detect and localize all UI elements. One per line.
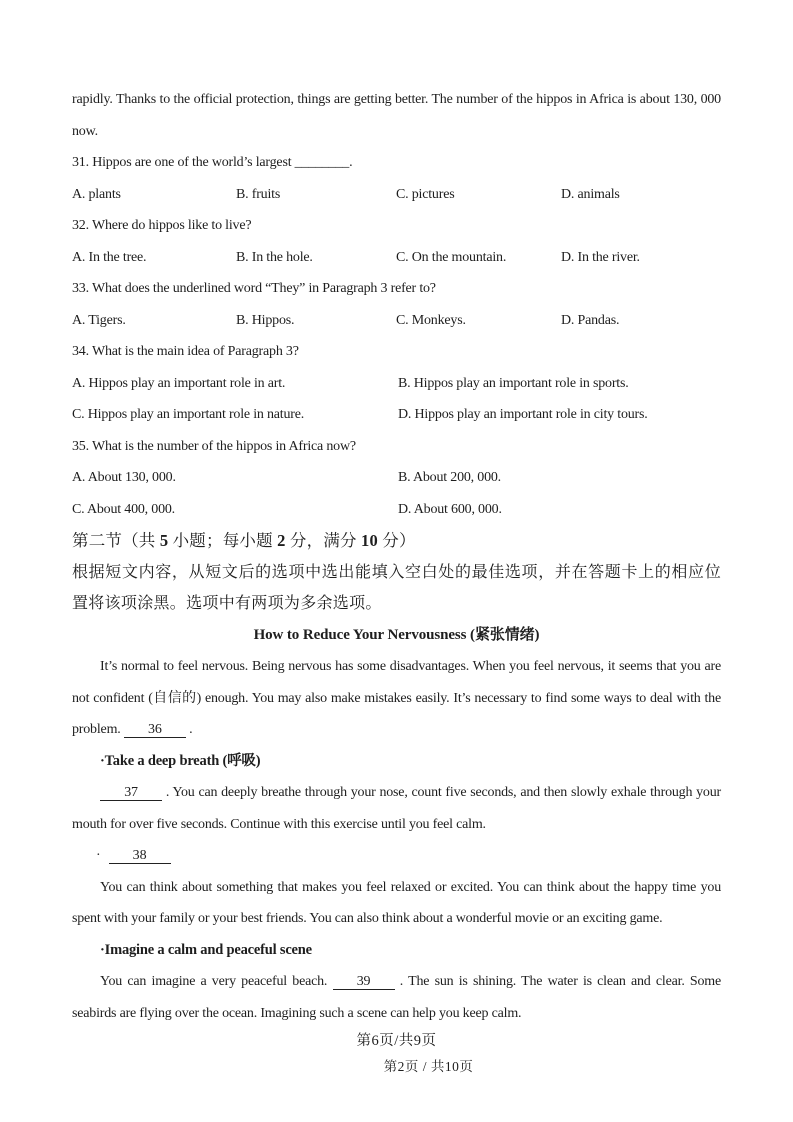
section-2-points-each: 2 [277, 531, 286, 550]
option-31-a: A. plants [72, 186, 121, 202]
question-35-options-row-1 [72, 462, 721, 494]
option-35-b: B. About 200, 000. [398, 470, 501, 485]
option-35-a: A. About 130, 000. [72, 470, 176, 485]
blank-39: 39 [333, 974, 395, 990]
question-31-stem: 31. Hippos are one of the world’s largest ________. [72, 155, 353, 170]
section-2-question-count: 5 [159, 531, 169, 550]
passage-tail-paragraph: rapidly. Thanks to the official protection, things are getting better. The number of the hippos in Africa is about 130, 000 now. [72, 92, 721, 139]
question-34-options-row-1 [72, 368, 721, 400]
option-33-d: D. Pandas. [561, 312, 620, 328]
option-33-c: C. Monkeys. [396, 312, 466, 328]
question-31-options [72, 179, 721, 211]
bullet-dot: · [96, 848, 101, 863]
cloze-paragraph-1 [72, 651, 721, 746]
section-2-header-text: 小题；每小题 [168, 531, 278, 550]
option-32-d: D. In the river. [561, 249, 640, 265]
question-35-stem: 35. What is the number of the hippos in Africa now? [72, 438, 356, 454]
question-34-stem: 34. What is the main idea of Paragraph 3? [72, 344, 299, 359]
cloze-paragraph-2 [72, 777, 721, 840]
option-32-b: B. In the hole. [236, 249, 313, 265]
option-34-d: D. Hippos play an important role in city tours. [398, 407, 648, 422]
option-34-b: B. Hippos play an important role in sports. [398, 375, 629, 391]
option-31-b: B. fruits [236, 186, 281, 202]
option-35-d: D. About 600, 000. [398, 501, 502, 517]
cloze-bullet-blank-38-line [72, 840, 721, 872]
page-footer-primary: 第6页/共9页 [356, 1033, 437, 1049]
option-32-c: C. On the mountain. [396, 249, 507, 265]
page-footer-secondary: 第2页 / 共10页 [383, 1059, 474, 1074]
question-35-options-row-2 [72, 494, 721, 526]
option-32-a: A. In the tree. [72, 249, 147, 265]
question-32-stem: 32. Where do hippos like to live? [72, 218, 252, 233]
section-2-header-text: 第二节（共 [72, 531, 160, 550]
option-31-c: C. pictures [396, 186, 455, 202]
option-33-a: A. Tigers. [72, 312, 126, 328]
option-34-c: C. Hippos play an important role in nature. [72, 407, 305, 422]
section-2-total-points: 10 [361, 531, 378, 550]
cloze-passage-title: How to Reduce Your Nervousness (紧张情绪) [253, 626, 540, 643]
paragraph-text: . [185, 722, 193, 737]
paragraph-text: . You can deeply breathe through your nose, count five seconds, and then slowly exhale through your mouth for over five seconds. Continue with this exercise until you feel calm. [72, 785, 721, 832]
paragraph-text: It’s normal to feel nervous. Being nervous has some disadvantages. When you feel nervous, it seems that you are not confident (自信的) enough. You may also make mistakes easily. It’s necessary to find some ways to deal with the problem. [72, 659, 721, 737]
cloze-paragraph-4 [72, 966, 721, 1029]
option-34-a: A. Hippos play an important role in art. [72, 375, 286, 391]
question-33-options [72, 305, 721, 337]
subheading-take-a-deep-breath: ·Take a deep breath (呼吸) [100, 752, 261, 769]
section-2-instructions: 根据短文内容，从短文后的选项中选出能填入空白处的最佳选项，并在答题卡上的相应位置将该项涂黑。选项中有两项为多余选项。 [72, 563, 721, 612]
section-2-header-text: 分，满分 [285, 531, 362, 550]
blank-38: 38 [109, 848, 171, 864]
section-2-header [72, 525, 721, 557]
subheading-imagine-a-calm-scene: ·Imagine a calm and peaceful scene [100, 941, 312, 958]
question-32-options [72, 242, 721, 274]
blank-36: 36 [124, 722, 186, 738]
option-35-c: C. About 400, 000. [72, 501, 175, 517]
cloze-paragraph-3: You can think about something that makes you feel relaxed or excited. You can think about the happy time you spent with your family or your best friends. You can also think about a wonderful movie or an exciting game. [72, 879, 721, 926]
question-33-stem: 33. What does the underlined word “They” in Paragraph 3 refer to? [72, 281, 436, 296]
blank-37: 37 [100, 785, 162, 801]
option-31-d: D. animals [561, 186, 620, 202]
paragraph-text: . The sun is shining. The water is clean and clear. Some seabirds are flying over the ocean. Imagining such a scene can help you keep calm. [72, 974, 721, 1021]
section-2-header-text: 分） [377, 531, 416, 550]
paragraph-text: You can imagine a very peaceful beach. [100, 974, 333, 989]
question-34-options-row-2 [72, 399, 721, 431]
option-33-b: B. Hippos. [236, 312, 295, 328]
